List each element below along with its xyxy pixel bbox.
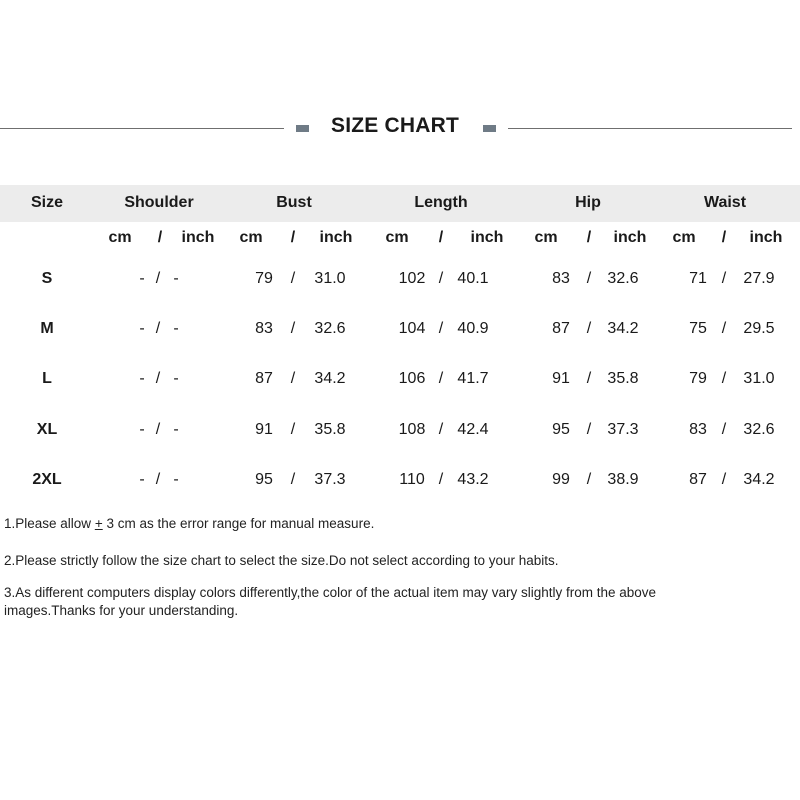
bust-sep-value: / [290,370,296,387]
waist-inch-value: 27.9 [743,270,775,287]
hip-inch-value: 32.6 [607,270,639,287]
shoulder-sep-value: / [155,270,161,287]
length-cm-value: 106 [398,370,426,387]
size-label: S [41,270,53,287]
shoulder-inch-value: - [173,320,179,337]
note-3-line-2: images.Thanks for your understanding. [4,603,239,618]
length-cm-value: 108 [398,421,426,438]
shoulder-cm-value: - [139,421,145,438]
unit-inch-bust: inch [319,229,353,246]
waist-cm-value: 75 [689,320,707,337]
unit-inch-shoulder: inch [181,229,215,246]
shoulder-cm-value: - [139,270,145,287]
bust-sep-value: / [290,471,296,488]
shoulder-cm-value: - [139,320,145,337]
hip-sep-value: / [586,421,592,438]
length-sep-value: / [438,270,444,287]
shoulder-inch-value: - [173,421,179,438]
title-rule-left [0,128,284,129]
waist-cm-value: 71 [689,270,707,287]
hip-sep-value: / [586,270,592,287]
bust-cm-value: 79 [255,270,273,287]
size-label: 2XL [32,471,62,488]
bust-cm-value: 83 [255,320,273,337]
unit-sep-waist: / [721,229,727,246]
length-cm-value: 104 [398,320,426,337]
length-cm-value: 110 [399,471,425,488]
size-label: L [42,370,52,387]
waist-sep-value: / [721,471,727,488]
hip-cm-value: 91 [552,370,570,387]
unit-cm-waist: cm [672,229,696,246]
bust-inch-value: 34.2 [314,370,346,387]
hip-inch-value: 35.8 [607,370,639,387]
hip-inch-value: 34.2 [607,320,639,337]
bust-cm-value: 87 [255,370,273,387]
hip-sep-value: / [586,471,592,488]
shoulder-sep-value: / [155,471,161,488]
unit-cm-hip: cm [534,229,558,246]
shoulder-inch-value: - [173,370,179,387]
hip-cm-value: 83 [552,270,570,287]
length-inch-value: 40.9 [457,320,489,337]
bust-sep-value: / [290,320,296,337]
title-rule-right [508,128,792,129]
unit-cm-length: cm [385,229,409,246]
length-sep-value: / [438,370,444,387]
hip-cm-value: 99 [552,471,570,488]
length-inch-value: 41.7 [457,370,489,387]
unit-inch-hip: inch [613,229,647,246]
hip-sep-value: / [586,370,592,387]
shoulder-sep-value: / [155,421,161,438]
unit-sep-hip: / [586,229,592,246]
waist-sep-value: / [721,270,727,287]
length-sep-value: / [438,471,444,488]
bust-cm-value: 95 [255,471,273,488]
waist-sep-value: / [721,370,727,387]
page-title: SIZE CHART [331,114,459,137]
bust-inch-value: 37.3 [314,471,346,488]
column-header-hip: Hip [575,194,601,211]
title-mark-right [483,125,496,132]
unit-sep-bust: / [290,229,296,246]
shoulder-sep-value: / [155,320,161,337]
waist-inch-value: 32.6 [743,421,775,438]
hip-inch-value: 37.3 [607,421,639,438]
shoulder-cm-value: - [139,370,145,387]
note-2: 2.Please strictly follow the size chart to select the size.Do not select according to your habits. [4,553,559,568]
shoulder-inch-value: - [173,270,179,287]
unit-inch-waist: inch [749,229,783,246]
title-row [0,110,800,146]
note-3-line-1: 3.As different computers display colors differently,the color of the actual item may vary slightly from the above [4,585,657,600]
length-inch-value: 42.4 [457,421,489,438]
waist-cm-value: 87 [689,471,707,488]
hip-cm-value: 87 [552,320,570,337]
bust-cm-value: 91 [255,421,273,438]
shoulder-inch-value: - [173,471,179,488]
column-header-waist: Waist [703,194,747,211]
bust-sep-value: / [290,421,296,438]
length-sep-value: / [438,421,444,438]
length-inch-value: 40.1 [457,270,489,287]
unit-sep-length: / [438,229,444,246]
unit-sep-shoulder: / [157,229,163,246]
bust-inch-value: 32.6 [314,320,346,337]
waist-cm-value: 79 [689,370,707,387]
length-inch-value: 43.2 [457,471,489,488]
waist-inch-value: 29.5 [743,320,775,337]
unit-cm-shoulder: cm [108,229,132,246]
unit-cm-bust: cm [239,229,263,246]
hip-sep-value: / [586,320,592,337]
hip-inch-value: 38.9 [607,471,639,488]
plus-minus-symbol: + [94,516,103,531]
hip-cm-value: 95 [552,421,570,438]
length-cm-value: 102 [398,270,426,287]
column-header-length: Length [414,194,468,211]
note-1-text-a: 1.Please allow [4,516,95,531]
note-1-text-b: 3 cm as the error range for manual measure. [102,516,375,531]
bust-inch-value: 31.0 [314,270,346,287]
size-label: XL [36,421,58,438]
shoulder-sep-value: / [155,370,161,387]
column-header-size: Size [30,194,63,211]
waist-inch-value: 34.2 [743,471,775,488]
length-sep-value: / [438,320,444,337]
bust-inch-value: 35.8 [314,421,346,438]
column-header-bust: Bust [276,194,312,211]
size-label: M [40,320,54,337]
shoulder-cm-value: - [139,471,145,488]
waist-cm-value: 83 [689,421,707,438]
bust-sep-value: / [290,270,296,287]
unit-inch-length: inch [470,229,504,246]
note-1 [4,515,374,533]
waist-sep-value: / [721,421,727,438]
waist-inch-value: 31.0 [743,370,775,387]
column-header-shoulder: Shoulder [124,194,194,211]
waist-sep-value: / [721,320,727,337]
